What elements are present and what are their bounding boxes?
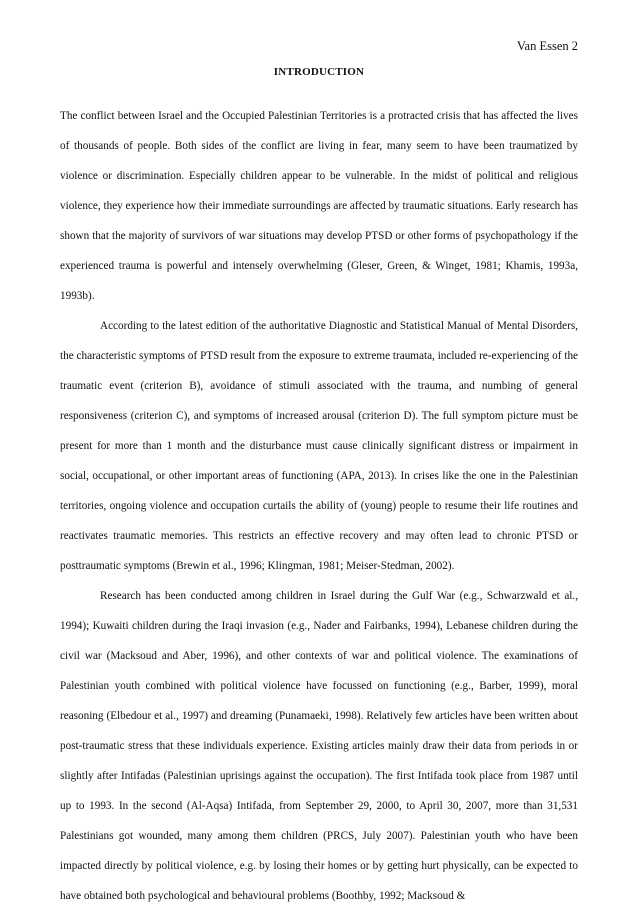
paragraph-1: The conflict between Israel and the Occupied Palestinian Territories is a protracted crisis that has affected the lives of thousands of people. Both sides of the conflict are living in fear, many seem to have been traumatized by violence or discrimination. Especially children appear to be vulnerable. In the midst of political and religious violence, they experience how their immediate surroundings are affected by traumatic situations. Early research has shown that the majority of survivors of war situations may develop PTSD or other forms of psychopathology if the experienced trauma is powerful and intensely overwhelming (Gleser, Green, & Winget, 1981; Khamis, 1993a, 1993b). bbox=[60, 110, 578, 302]
paragraph-2: According to the latest edition of the authoritative Diagnostic and Statistical Manual of Mental Disorders, the characteristic symptoms of PTSD result from the exposure to extreme traumata, included re-experiencing of the traumatic event (criterion B), avoidance of stimuli associated with the trauma, and numbing of general responsiveness (criterion C), and symptoms of increased arousal (criterion D). The full symptom picture must be present for more than 1 month and the disturbance must cause clinically significant distress or impairment in social, occupational, or other important areas of functioning (APA, 2013). In crises like the one in the Palestinian territories, ongoing violence and occupation curtails the ability of (young) people to resume their life routines and reactivates traumatic memories. This restricts an effective recovery and may often lead to chronic PTSD or posttraumatic symptoms (Brewin et al., 1996; Klingman, 1981; Meiser-Stedman, 2002). bbox=[60, 320, 578, 572]
paragraph-3: Research has been conducted among children in Israel during the Gulf War (e.g., Schwarzwald et al., 1994); Kuwaiti children during the Iraqi invasion (e.g., Nader and Fairbanks, 1994), Lebanese children during the civil war (Macksoud and Aber, 1996), and other contexts of war and political violence. The examinations of Palestinian youth combined with political violence have focussed on functioning (e.g., Barber, 1999), moral reasoning (Elbedour et al., 1997) and dreaming (Punamaeki, 1998). Relatively few articles have been written about post-traumatic stress that these individuals experience. Existing articles mainly draw their data from periods in or slightly after Intifadas (Palestinian uprisings against the occupation). The first Intifada took place from 1987 until up to 1993. In the second (Al-Aqsa) Intifada, from September 29, 2000, to April 30, 2007, more than 31,531 Palestinians got wounded, many among them children (PRCS, July 2007). Palestinian youth who have been impacted directly by political violence, e.g. by losing their homes or by getting hurt physically, can be expected to have obtained both psychological and behavioural problems (Boothby, 1992; Macksoud & bbox=[60, 590, 578, 902]
body-text bbox=[60, 101, 578, 911]
running-head: Van Essen 2 bbox=[516, 39, 578, 53]
section-title: INTRODUCTION bbox=[273, 66, 365, 78]
